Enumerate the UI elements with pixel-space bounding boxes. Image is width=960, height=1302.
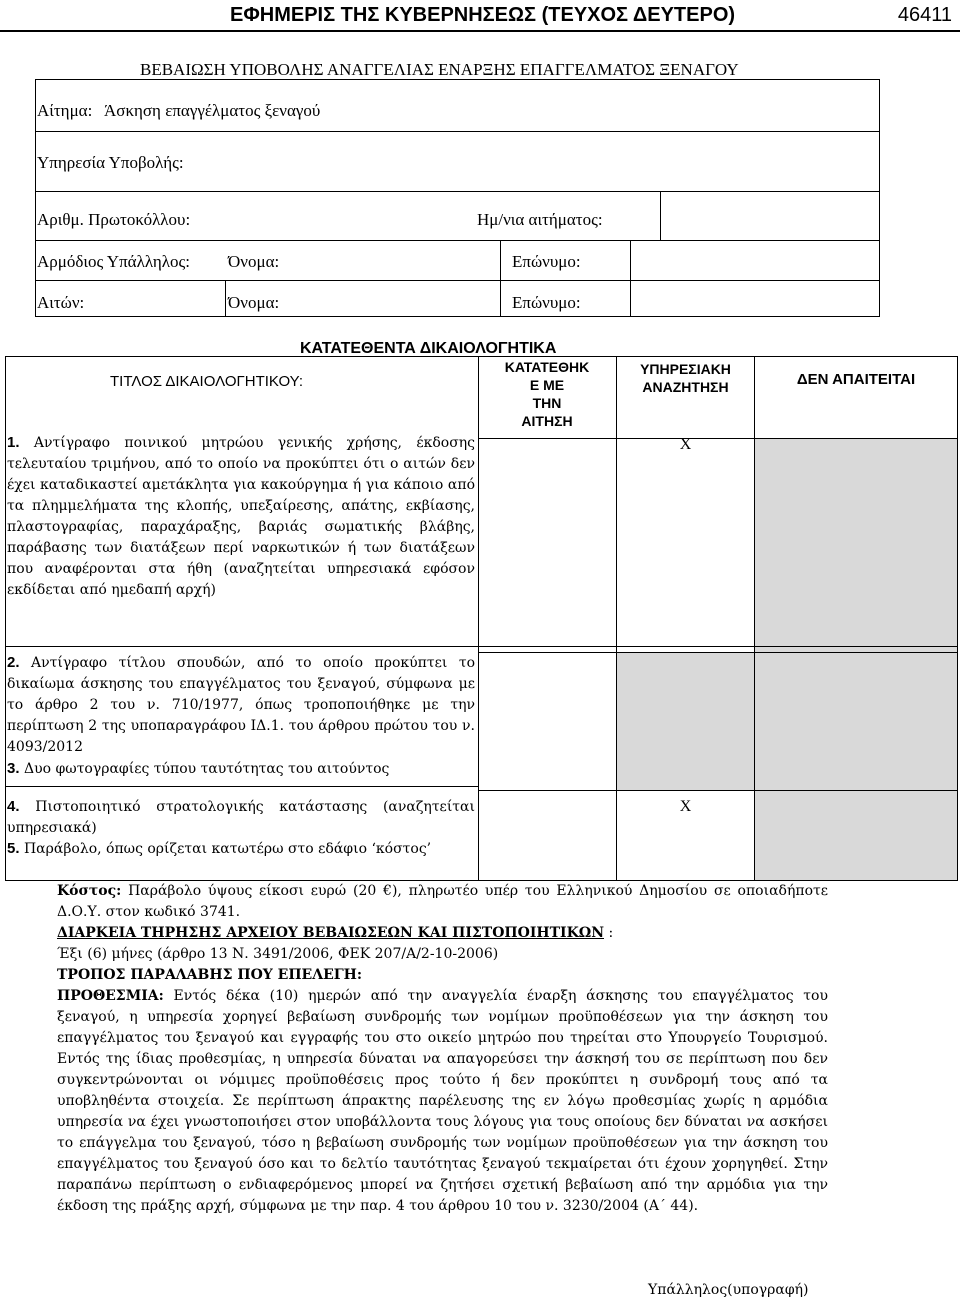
gazette-header bbox=[0, 0, 960, 32]
officer-label: Αρμόδιος Υπάλληλος: bbox=[37, 252, 190, 271]
service-label: Υπηρεσία Υποβολής: bbox=[37, 153, 184, 172]
protocol-label: Αριθμ. Πρωτοκόλλου: bbox=[37, 210, 191, 229]
row-1-service-mark: X bbox=[679, 436, 692, 453]
doc-row-1: 1. Αντίγραφο ποινικού μητρώου γενικής χρήσης, έκδοσης τελευταίου τριμήνου, από το οποίο να προκύπτει ότι ο αιτών δεν έχει καταδικαστεί αμετάκλητα για κακούργημα ή για κάποιο από τα πλημμελήματα της κλοπής, υπεξαίρεσης, απάτης, εκβίασης, πλαστογραφίας, παραχάραξης, βαριάς σωματικής βλάβης, παράβασης των διατάξεων περί ναρκωτικών ή των διατάξεων που αναφέρονται στα ήθη (αναζητείται υπηρεσιακά εφόσον εκδίδεται από ημεδαπή αρχή) bbox=[7, 434, 475, 598]
retention-text: Έξι (6) μήνες (άρθρο 13 Ν. 3491/2006, ΦΕΚ 207/Α/2-10-2006) bbox=[57, 946, 499, 962]
applicant-surname-label: Επώνυμο: bbox=[512, 293, 581, 312]
cost-text: Παράβολο ύψους είκοσι ευρώ (20 €), πληρωτέο υπέρ του Ελληνικού Δημοσίου σε οποιαδήποτε Δ.Ο.Υ. στον κωδικό 3741. bbox=[57, 883, 828, 920]
form-title: ΒΕΒΑΙΩΣΗ ΥΠΟΒΟΛΗΣ ΑΝΑΓΓΕΛΙΑΣ ΕΝΑΡΞΗΣ ΕΠΑΓΓΕΛΜΑΤΟΣ ΞΕΝΑΓΟΥ bbox=[140, 60, 739, 79]
doc-row-5: 5. Παράβολο, όπως ορίζεται κατωτέρω στο εδάφιο ‘κόστος’ bbox=[7, 840, 432, 857]
documents-caption: ΚΑΤΑΤΕΘΕΝΤΑ ΔΙΚΑΙΟΛΟΓΗΤΙΚΑ bbox=[300, 340, 557, 357]
col-notreq-header: ΔΕΝ ΑΠΑΙΤΕΙΤΑΙ bbox=[796, 371, 916, 388]
request-label: Αίτημα: bbox=[37, 101, 93, 120]
doc-row-3: 3. Δυο φωτογραφίες τύπου ταυτότητας του αιτούντος bbox=[7, 760, 390, 777]
info-section bbox=[57, 881, 828, 1217]
applicant-name-label: Όνομα: bbox=[228, 293, 280, 312]
shaded-column bbox=[755, 438, 957, 880]
cost-label: Κόστος: bbox=[57, 883, 122, 899]
shaded-cell bbox=[617, 652, 754, 790]
retention-heading: ΔΙΑΡΚΕΙΑ ΤΗΡΗΣΗΣ ΑΡΧΕΙΟΥ ΒΕΒΑΙΩΣΕΩΝ ΚΑΙ ΠΙΣΤΟΠΟΙΗΤΙΚΩΝ : bbox=[57, 925, 614, 941]
col-service-header: ΥΠΗΡΕΣΙΑΚΗ ΑΝΑΖΗΤΗΣΗ bbox=[640, 361, 731, 395]
deadline-label: ΠΡΟΘΕΣΜΙΑ: bbox=[57, 988, 164, 1004]
request-date-label: Ημ/νια αιτήματος: bbox=[477, 210, 603, 229]
doc-row-2: 2. Αντίγραφο τίτλου σπουδών, από το οποίο προκύπτει το δικαίωμα άσκησης του επαγγέλματος του ξεναγού, σύμφωνα με το άρθρο 2 του ν. 710/1977, όπως τροποποιήθηκε με την περίπτωση 2 της υποπαραγράφου ΙΔ.1. του άρθρου πρώτου του ν. 4093/2012 bbox=[7, 654, 475, 755]
deadline-paragraph bbox=[57, 986, 828, 1217]
receipt-method-label: ΤΡΟΠΟΣ ΠΑΡΑΛΑΒΗΣ ΠΟΥ ΕΠΕΛΕΓΗ: bbox=[57, 967, 363, 983]
col-deposited-header: ΚΑΤΑΤΕΘΗΚ Ε ΜΕ ΤΗΝ ΑΙΤΗΣΗ bbox=[504, 359, 590, 429]
officer-surname-label: Επώνυμο: bbox=[512, 252, 581, 271]
deadline-text: Εντός δέκα (10) ημερών από την αναγγελία έναρξη άσκησης του επαγγέλματος του ξεναγού, η υπηρεσία χορηγεί βεβαίωση συνδρομής των νομίμων προϋποθέσεων για την άσκηση του επαγγέλματος του ξεναγού και εγγραφής του στο οικείο μητρώο που τηρείται στο Υπουργείο Τουρισμού. Εντός της ίδιας προθεσμίας, η υπηρεσία δύναται να απαγορεύσει την άσκησή του σε περίπτωση που δεν συγκεντρώνονται οι νόμιμες προϋποθέσεις προς τούτο ή δεν προκύπτει η συνδρομή τους από τα υποβληθέντα στοιχεία. Σε περίπτωση άπρακτης παρέλευσης της εν λόγω προθεσμίας χωρίς η αρμόδια υπηρεσία να έχει γνωστοποιήσει στον υποβάλλοντα τους λόγους για τους οποίους δεν δύναται να ασκήσει το επάγγελμα του ξεναγού, τόσο η βεβαίωση συνδρομής των νομίμων προϋποθέσεων για την άσκηση του επαγγέλματος του ξεναγού όσο και το δελτίο ταυτότητας ξεναγού τεκμαίρεται ότι έχουν χορηγηθεί. Στην παραπάνω περίπτωση ο ενδιαφερόμενος μπορεί να ζητήσει σχετική βεβαίωση από την αρμόδια για την έκδοση της πράξης αρχή, σύμφωνα με την παρ. 4 του άρθρου 10 του ν. 3230/2004 (Α΄ 44). bbox=[57, 988, 828, 1214]
gazette-title: ΕΦΗΜΕΡΙΣ ΤΗΣ ΚΥΒΕΡΝΗΣΕΩΣ (ΤΕΥΧΟΣ ΔΕΥΤΕΡΟ) bbox=[230, 4, 736, 26]
doc-row-4: 4. Πιστοποιητικό στρατολογικής κατάστασης (αναζητείται υπηρεσιακά) bbox=[7, 798, 475, 836]
officer-name-label: Όνομα: bbox=[228, 252, 280, 271]
col-title-header: ΤΙΤΛΟΣ ΔΙΚΑΙΟΛΟΓΗΤΙΚΟΥ: bbox=[110, 373, 303, 390]
row-4-service-mark: X bbox=[679, 798, 692, 815]
request-value: Άσκηση επαγγέλματος ξεναγού bbox=[104, 101, 321, 120]
page-number: 46411 bbox=[897, 4, 952, 26]
cost-paragraph bbox=[57, 881, 828, 923]
applicant-label: Αιτών: bbox=[37, 293, 85, 312]
signature-label: Υπάλληλος(υπογραφή) bbox=[648, 1282, 809, 1298]
